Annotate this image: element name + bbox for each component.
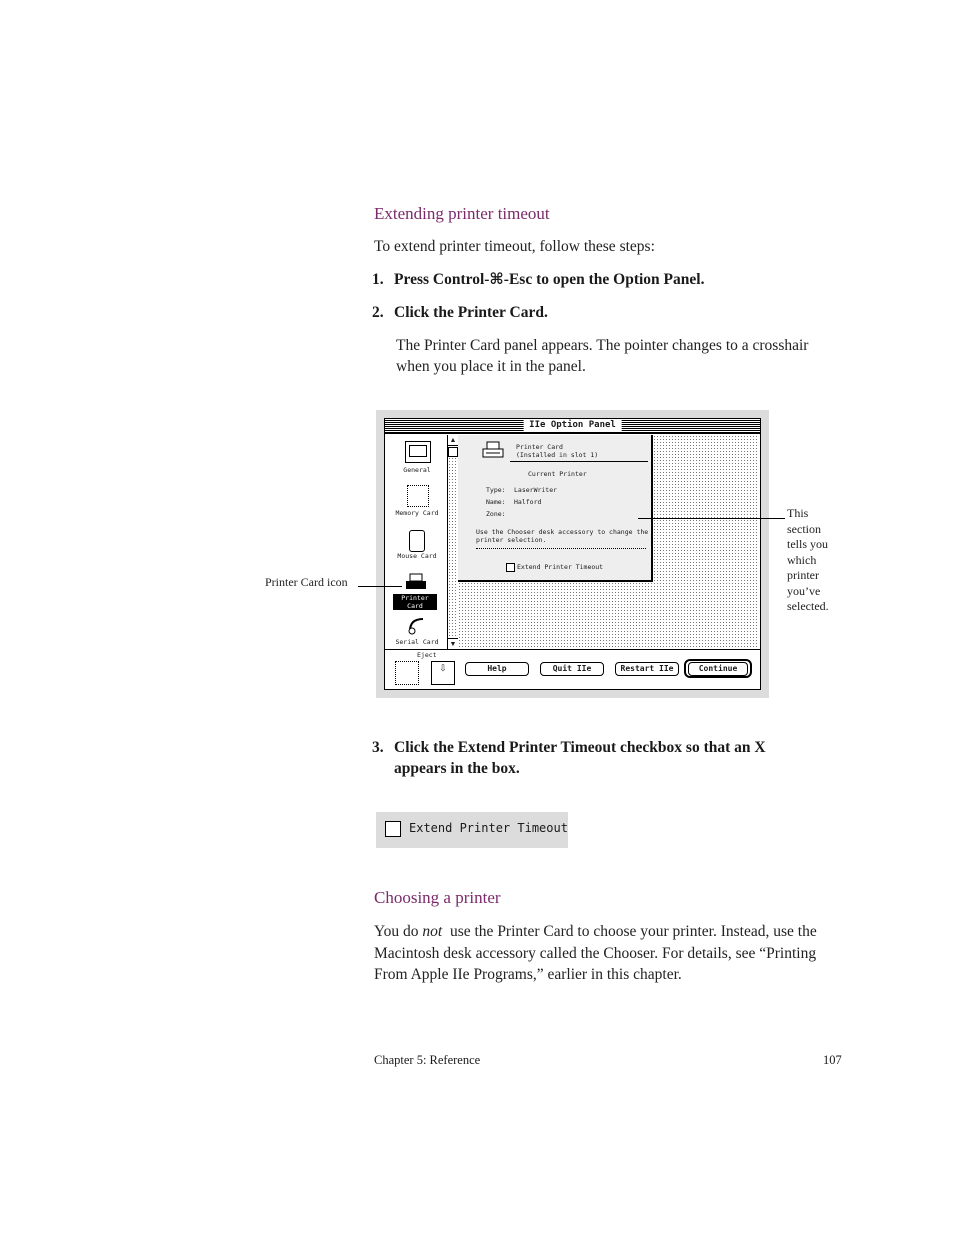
callout-line: selected. xyxy=(787,599,829,613)
panel-card-slot: (Installed in slot 1) xyxy=(516,451,599,459)
zone-label: Zone: xyxy=(486,510,506,518)
callout-line: printer xyxy=(787,568,819,582)
callout-line-left xyxy=(358,586,402,587)
scroll-track[interactable] xyxy=(448,457,458,637)
card-sidebar xyxy=(387,435,447,649)
text-segment: use the Printer Card to choose your printer. Instead, use the xyxy=(442,923,817,940)
text-segment: You do xyxy=(374,923,423,940)
help-button[interactable]: Help xyxy=(465,662,529,676)
sidebar-item-mouse-card[interactable]: Mouse Card xyxy=(397,552,437,560)
choosing-para-line-3: From Apple IIe Programs,” earlier in this chapter. xyxy=(374,966,682,983)
quit-iie-button[interactable]: Quit IIe xyxy=(540,662,604,676)
step-text-line-2: appears in the box. xyxy=(394,760,520,777)
callout-section-info xyxy=(787,506,847,615)
printer-card-icon[interactable] xyxy=(405,573,427,591)
window-title: IIe Option Panel xyxy=(523,419,622,432)
step-text-line-1: Click the Extend Printer Timeout checkbox so that an X xyxy=(394,739,766,756)
step-number: 1. xyxy=(372,271,384,288)
step-number: 2. xyxy=(372,304,384,321)
eject-disk-2-icon[interactable]: ⇩ xyxy=(431,661,455,685)
type-value: LaserWriter xyxy=(514,486,558,494)
choosing-para-line-2: Macintosh desk accessory called the Chooser. For details, see “Printing xyxy=(374,945,817,962)
eject-label: Eject xyxy=(417,651,437,659)
intro-text: To extend printer timeout, follow these steps: xyxy=(374,238,655,255)
step-2 xyxy=(372,302,832,324)
name-label: Name: xyxy=(486,498,506,506)
option-panel-window xyxy=(384,418,761,690)
callout-line: which xyxy=(787,552,817,567)
section-heading-extending-timeout: Extending printer timeout xyxy=(374,204,550,223)
printer-card-panel xyxy=(458,435,653,582)
panel-printer-icon xyxy=(482,441,504,459)
scroll-thumb[interactable] xyxy=(448,447,458,457)
callout-line: This xyxy=(787,506,809,520)
callout-line-right xyxy=(638,518,785,519)
sidebar-item-memory-card[interactable]: Memory Card xyxy=(395,509,439,517)
window-title-bar[interactable] xyxy=(385,419,760,434)
footer-page-number: 107 xyxy=(823,1053,842,1067)
step-text: Press Control-⌘-Esc to open the Option Panel. xyxy=(394,271,705,288)
chooser-note-line-2: printer selection. xyxy=(476,536,547,544)
scroll-up-arrow-icon[interactable]: ▲ xyxy=(449,436,457,444)
callout-line: you’ve xyxy=(787,583,821,598)
serial-card-icon[interactable] xyxy=(407,615,427,635)
panel-divider xyxy=(510,461,648,462)
scroll-down-arrow-icon[interactable]: ▼ xyxy=(449,640,457,648)
panel-dotted-divider xyxy=(476,548,646,549)
callout-line: tells you xyxy=(787,537,828,551)
emphasis-not: not xyxy=(422,923,443,940)
step-2-detail-line-1: The Printer Card panel appears. The pointer changes to a crosshair xyxy=(396,337,809,354)
chooser-note-line-1: Use the Chooser desk accessory to change the xyxy=(476,528,649,536)
extend-timeout-checkbox[interactable] xyxy=(385,821,401,837)
extend-timeout-checkbox-small[interactable] xyxy=(506,563,515,572)
type-label: Type: xyxy=(486,486,506,494)
restart-iie-button[interactable]: Restart IIe xyxy=(615,662,679,676)
sidebar-item-general[interactable]: General xyxy=(403,466,431,474)
choosing-para-line-1 xyxy=(374,921,817,942)
extend-timeout-label: Extend Printer Timeout xyxy=(409,821,568,835)
callout-line: section xyxy=(787,521,821,536)
mouse-card-icon[interactable] xyxy=(409,530,425,552)
checkbox-figure xyxy=(376,812,568,848)
step-3 xyxy=(372,737,832,781)
footer-chapter: Chapter 5: Reference xyxy=(374,1053,481,1067)
panel-card-name: Printer Card xyxy=(516,443,563,451)
continue-button[interactable]: Continue xyxy=(688,662,748,676)
sidebar-item-printer-card[interactable]: Printer Card xyxy=(393,594,437,610)
step-number: 3. xyxy=(372,739,384,756)
callout-printer-card-icon: Printer Card icon xyxy=(265,575,348,589)
section-heading-choosing-printer: Choosing a printer xyxy=(374,888,501,907)
step-2-detail-line-2: when you place it in the panel. xyxy=(396,358,586,375)
name-value: Halford xyxy=(514,498,542,506)
step-text: Click the Printer Card. xyxy=(394,304,548,321)
eject-disk-1-icon[interactable] xyxy=(395,661,419,685)
step-1 xyxy=(372,269,832,291)
extend-timeout-label-small: Extend Printer Timeout xyxy=(517,563,604,571)
sidebar-item-serial-card[interactable]: Serial Card xyxy=(395,638,439,646)
option-panel-figure xyxy=(376,410,769,698)
bottom-divider xyxy=(385,649,760,650)
general-icon[interactable] xyxy=(405,441,431,463)
current-printer-label: Current Printer xyxy=(528,470,587,478)
memory-card-icon[interactable] xyxy=(407,485,429,507)
